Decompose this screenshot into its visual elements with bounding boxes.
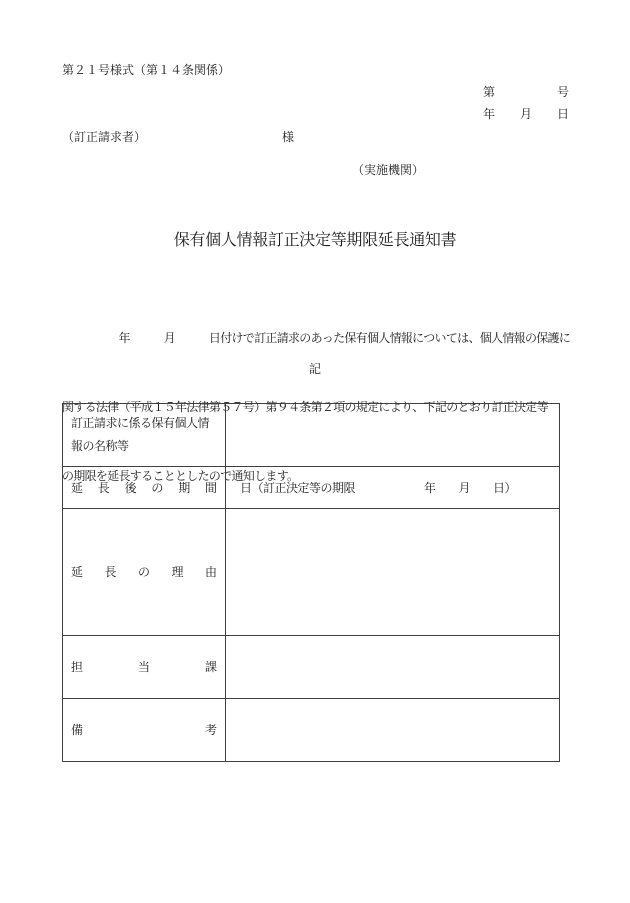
addressee-label: （訂正請求者） [62,130,147,144]
row-label: 延 長 の 理 由 [71,565,217,579]
issuer-label: （実施機関） [352,163,425,177]
date-year-label: 年 [483,107,496,121]
row-value-cell [226,509,559,635]
table-row-extension-reason [63,508,559,635]
row-value-cell [226,699,559,761]
row-value-cell [226,404,559,466]
row-label: 延 長 後 の 期 間 [71,480,217,495]
date-day-label: 日 [556,107,569,121]
row-value-cell [226,467,559,508]
doc-number-suffix: 号 [556,85,569,99]
table-row-extended-period [63,466,559,508]
addressee-honorific: 様 [282,130,295,144]
row-label-cell [63,404,226,466]
table-row-responsible-division [63,635,559,698]
section-marker-ki: 記 [308,362,321,376]
row-value-cell [226,636,559,698]
details-table [62,403,560,762]
date-month-label: 月 [519,107,532,121]
table-row-remarks [63,698,559,761]
doc-number-prefix: 第 [483,85,496,99]
body-line: 関する法律（平成１５年法律第５７号）第９４条第２項の規定により、下記のとおり訂正決定等 [62,400,548,414]
row-label: 備 考 [71,723,217,737]
row-label-cell [63,467,226,508]
table-row-information-name [63,404,559,466]
row-label-cell [63,699,226,761]
form-number-label: 第２１号様式（第１４条関係） [62,63,231,77]
document-title: 保有個人情報訂正決定等期限延長通知書 [173,232,457,249]
body-line: 年 月 日付けで訂正請求のあった保有個人情報については、個人情報の保護に [62,331,571,345]
row-label-cell [63,509,226,635]
body-line: の期限を延長することとしたので通知します。 [62,469,299,483]
row-label-cell [63,636,226,698]
row-label: 訂正請求に係る保有個人情報の名称等 [71,416,210,453]
row-label: 担 当 課 [71,660,217,674]
date-line [483,106,569,122]
row-value: 日（訂正決定等の期限 年 月 日） [240,481,517,495]
document-number-line [483,84,569,100]
